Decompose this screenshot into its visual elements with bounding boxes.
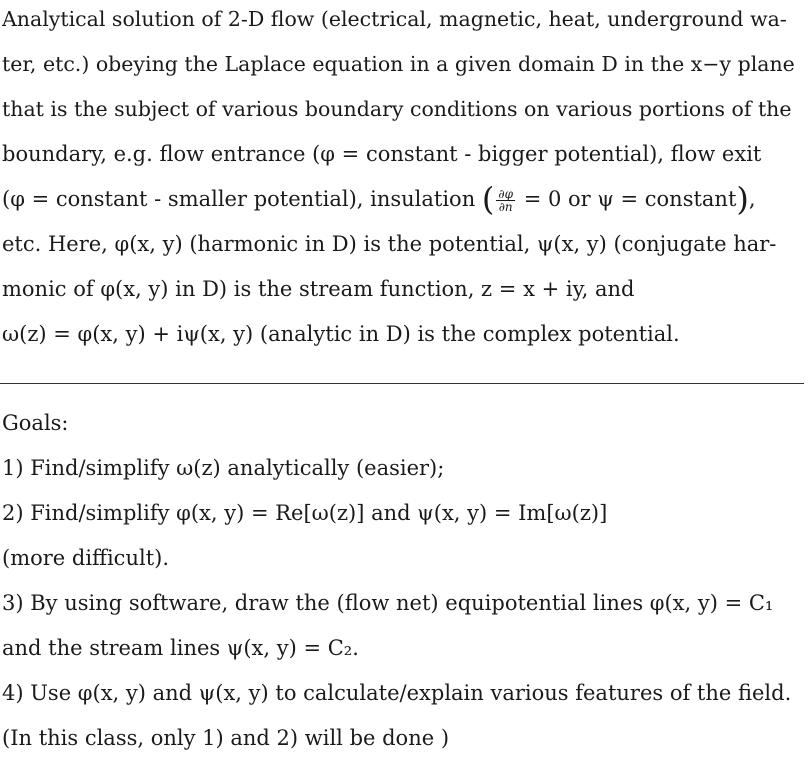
fraction-numerator: ∂φ — [498, 187, 513, 201]
goal-1: 1) Find/simplify ω(z) analytically (easier); — [2, 456, 445, 480]
section-divider — [0, 383, 804, 384]
intro-line-2: ter, etc.) obeying the Laplace equation in a given domain D in the x−y plane — [2, 52, 795, 76]
fraction-denominator: ∂n — [498, 200, 513, 214]
goals-heading: Goals: — [2, 411, 69, 435]
intro-line-5 — [2, 180, 804, 218]
intro-line-7: monic of φ(x, y) in D) is the stream function, z = x + iy, and — [2, 277, 635, 301]
goal-3-continuation: and the stream lines ψ(x, y) = C₂. — [2, 636, 359, 660]
intro-line-5-text: (φ = constant - smaller potential), insulation — [2, 187, 476, 211]
intro-line-3: that is the subject of various boundary conditions on various portions of the — [2, 97, 792, 121]
intro-line-6: etc. Here, φ(x, y) (harmonic in D) is the potential, ψ(x, y) (conjugate har- — [2, 232, 777, 256]
intro-line-8: ω(z) = φ(x, y) + iψ(x, y) (analytic in D) is the complex potential. — [2, 322, 680, 346]
left-paren: ( — [481, 180, 495, 218]
goal-2-continuation: (more difficult). — [2, 546, 169, 570]
intro-line-4: boundary, e.g. flow entrance (φ = constant - bigger potential), flow exit — [2, 142, 762, 166]
intro-line-1: Analytical solution of 2-D flow (electrical, magnetic, heat, underground wa- — [2, 7, 787, 31]
goal-4: 4) Use φ(x, y) and ψ(x, y) to calculate/explain various features of the field. — [2, 681, 792, 705]
partial-derivative-fraction — [496, 188, 515, 213]
class-note: (In this class, only 1) and 2) will be done ) — [2, 726, 450, 750]
goal-2: 2) Find/simplify φ(x, y) = Re[ω(z)] and ψ(x, y) = Im[ω(z)] — [2, 501, 608, 525]
goal-3: 3) By using software, draw the (flow net) equipotential lines φ(x, y) = C₁ — [2, 591, 774, 615]
intro-line-5-condition: = 0 or ψ = constant — [523, 187, 737, 211]
right-paren: ) — [736, 180, 749, 218]
intro-line-5-comma: , — [748, 187, 756, 211]
